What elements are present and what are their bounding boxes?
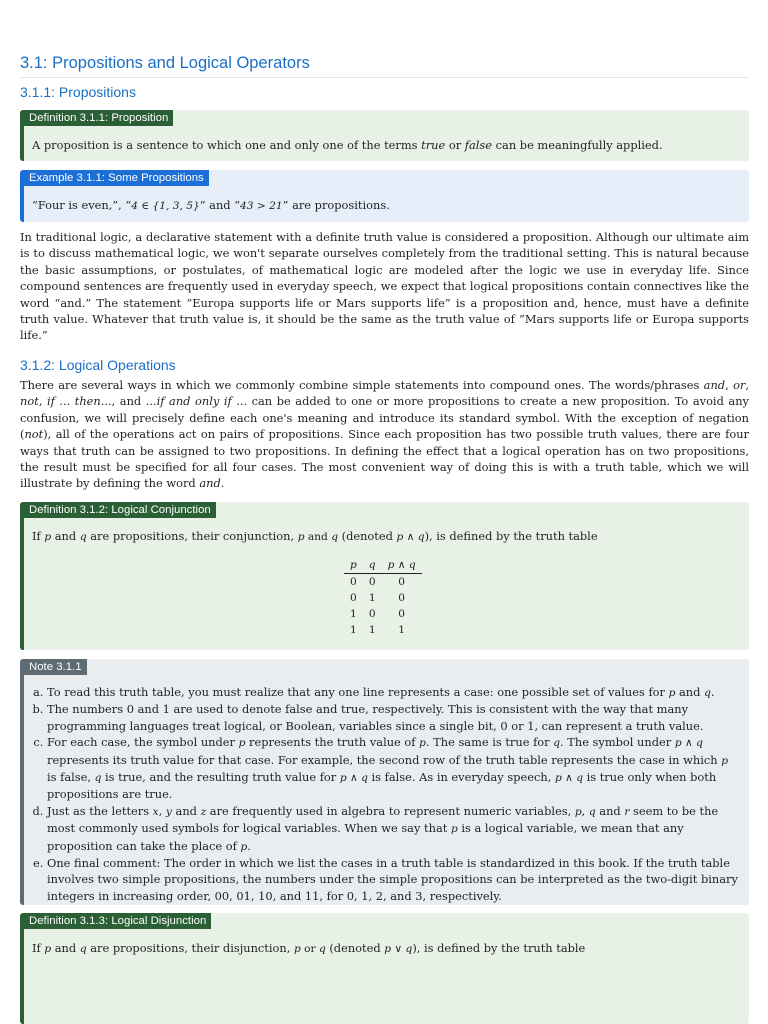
truth-table-cell: 1 bbox=[398, 624, 405, 636]
truth-table-cell: 1 bbox=[368, 624, 376, 636]
definition-label: Definition 3.1.3: Logical Disjunction bbox=[24, 913, 211, 929]
truth-table-row bbox=[344, 574, 422, 591]
note-box bbox=[20, 659, 749, 905]
truth-table-cell: 1 bbox=[350, 608, 357, 620]
definition-text: If p and q are propositions, their disjunction, p or q (denoted p ∨ q), is defined by the truth table bbox=[32, 941, 586, 955]
example-label: Example 3.1.1: Some Propositions bbox=[24, 170, 209, 186]
definition-text: A proposition is a sentence to which one and only one of the terms true or false can be meaningfully applied. bbox=[32, 138, 663, 152]
definition-proposition-box bbox=[20, 110, 749, 161]
truth-table-cell: 0 bbox=[398, 608, 405, 620]
truth-table-cell: 1 bbox=[368, 592, 376, 604]
truth-table-cell: 1 bbox=[350, 624, 357, 636]
truth-table-row bbox=[344, 622, 422, 638]
truth-table-cell: 0 bbox=[368, 608, 376, 620]
truth-table-header: p bbox=[344, 557, 363, 574]
truth-table-cell: 0 bbox=[398, 592, 405, 604]
definition-label: Definition 3.1.1: Proposition bbox=[24, 110, 173, 126]
note-item: e. One final comment: The order in which we list the cases in a truth table is standardized in this book. If the truth table involves two simple propositions, the numbers under the simple propositions can be interpreted as the two-digit binary integers in increasing order, 00, 01, 10, and 11, for 0, 1, 2, and 3, respectively. bbox=[47, 855, 741, 904]
truth-table-header: p ∧ q bbox=[382, 557, 422, 574]
truth-table-header: q bbox=[363, 557, 382, 574]
paragraph-traditional-logic: In traditional logic, a declarative statement with a definite truth value is considered a proposition. Although our ultimate aim is to discuss mathematical logic, we won't separate ourselves completely from the traditional setting. This is natural because the basic assumptions, or postulates, of mathematical logic are modeled after the logic we use in everyday life. Since compound sentences are frequently used in everyday speech, we expect that logical propositions contain connectives like the word “and.” The statement “Europa supports life or Mars supports life” is a proposition and, hence, must have a definite truth value. Whatever that truth value is, it should be the same as the truth value of “Mars supports life or Europa supports life.” bbox=[20, 230, 749, 343]
example-propositions-box bbox=[20, 170, 749, 222]
note-list bbox=[30, 684, 741, 904]
definition-conjunction-box bbox=[20, 502, 749, 650]
truth-table-cell: 0 bbox=[350, 576, 357, 588]
paragraph-logical-operations: There are several ways in which we commonly combine simple statements into compound ones. The words/phrases and, or, not, if ... then..., and ...if and only if ... can be added to one or more propositions to create a new proposition. To avoid any confusion, we will precisely define each one's meaning and introduce its standard symbol. With the exception of negation (not), all of the operations act on pairs of propositions. Since each proposition has two possible truth values, there are four ways that truth can be assigned to two propositions. In defining the effect that a logical operation has on two propositions, the result must be specified for all four cases. The most convenient way of doing this is with a truth table, which we will illustrate by defining the word and. bbox=[20, 378, 749, 491]
example-text: “Four is even,”, “4 ∈ {1, 3, 5}” and “43 > 21” are propositions. bbox=[32, 198, 390, 212]
note-item: b. The numbers 0 and 1 are used to denote false and true, respectively. This is consistent with the way that many programming languages treat logical, or Boolean, variables since a single bit, 0 or 1, can represent a truth value. bbox=[47, 701, 741, 734]
page-title: 3.1: Propositions and Logical Operators bbox=[20, 52, 749, 78]
note-item: d. Just as the letters x, y and z are frequently used in algebra to represent numeric variables, p, q and r seem to be the most commonly used symbols for logical variables. When we say that p is a logical variable, we mean that any proposition can take the place of p. bbox=[47, 803, 741, 855]
section-heading-logical-operations: 3.1.2: Logical Operations bbox=[20, 357, 176, 373]
truth-table-cell: 0 bbox=[368, 576, 376, 588]
definition-label: Definition 3.1.2: Logical Conjunction bbox=[24, 502, 216, 518]
note-item: c. For each case, the symbol under p represents the truth value of p. The same is true for q. The symbol under p ∧ q represents its truth value for that case. For example, the second row of the truth table represents the case in which p is false, q is true, and the resulting truth value for p ∧ q is false. As in everyday speech, p ∧ q is true only when both propositions are true. bbox=[47, 734, 741, 803]
note-label: Note 3.1.1 bbox=[24, 659, 87, 675]
definition-text: If p and q are propositions, their conjunction, p and q (denoted p ∧ q), is defined by the truth table bbox=[32, 529, 598, 543]
truth-table-row bbox=[344, 606, 422, 622]
definition-disjunction-box bbox=[20, 913, 749, 1024]
conjunction-truth-table bbox=[344, 557, 422, 638]
truth-table-row bbox=[344, 590, 422, 606]
truth-table-header-row bbox=[344, 557, 422, 574]
section-heading-propositions: 3.1.1: Propositions bbox=[20, 84, 136, 100]
truth-table-cell: 0 bbox=[350, 592, 357, 604]
truth-table-cell: 0 bbox=[398, 576, 405, 588]
note-item: a. To read this truth table, you must realize that any one line represents a case: one possible set of values for p and q. bbox=[47, 684, 741, 701]
